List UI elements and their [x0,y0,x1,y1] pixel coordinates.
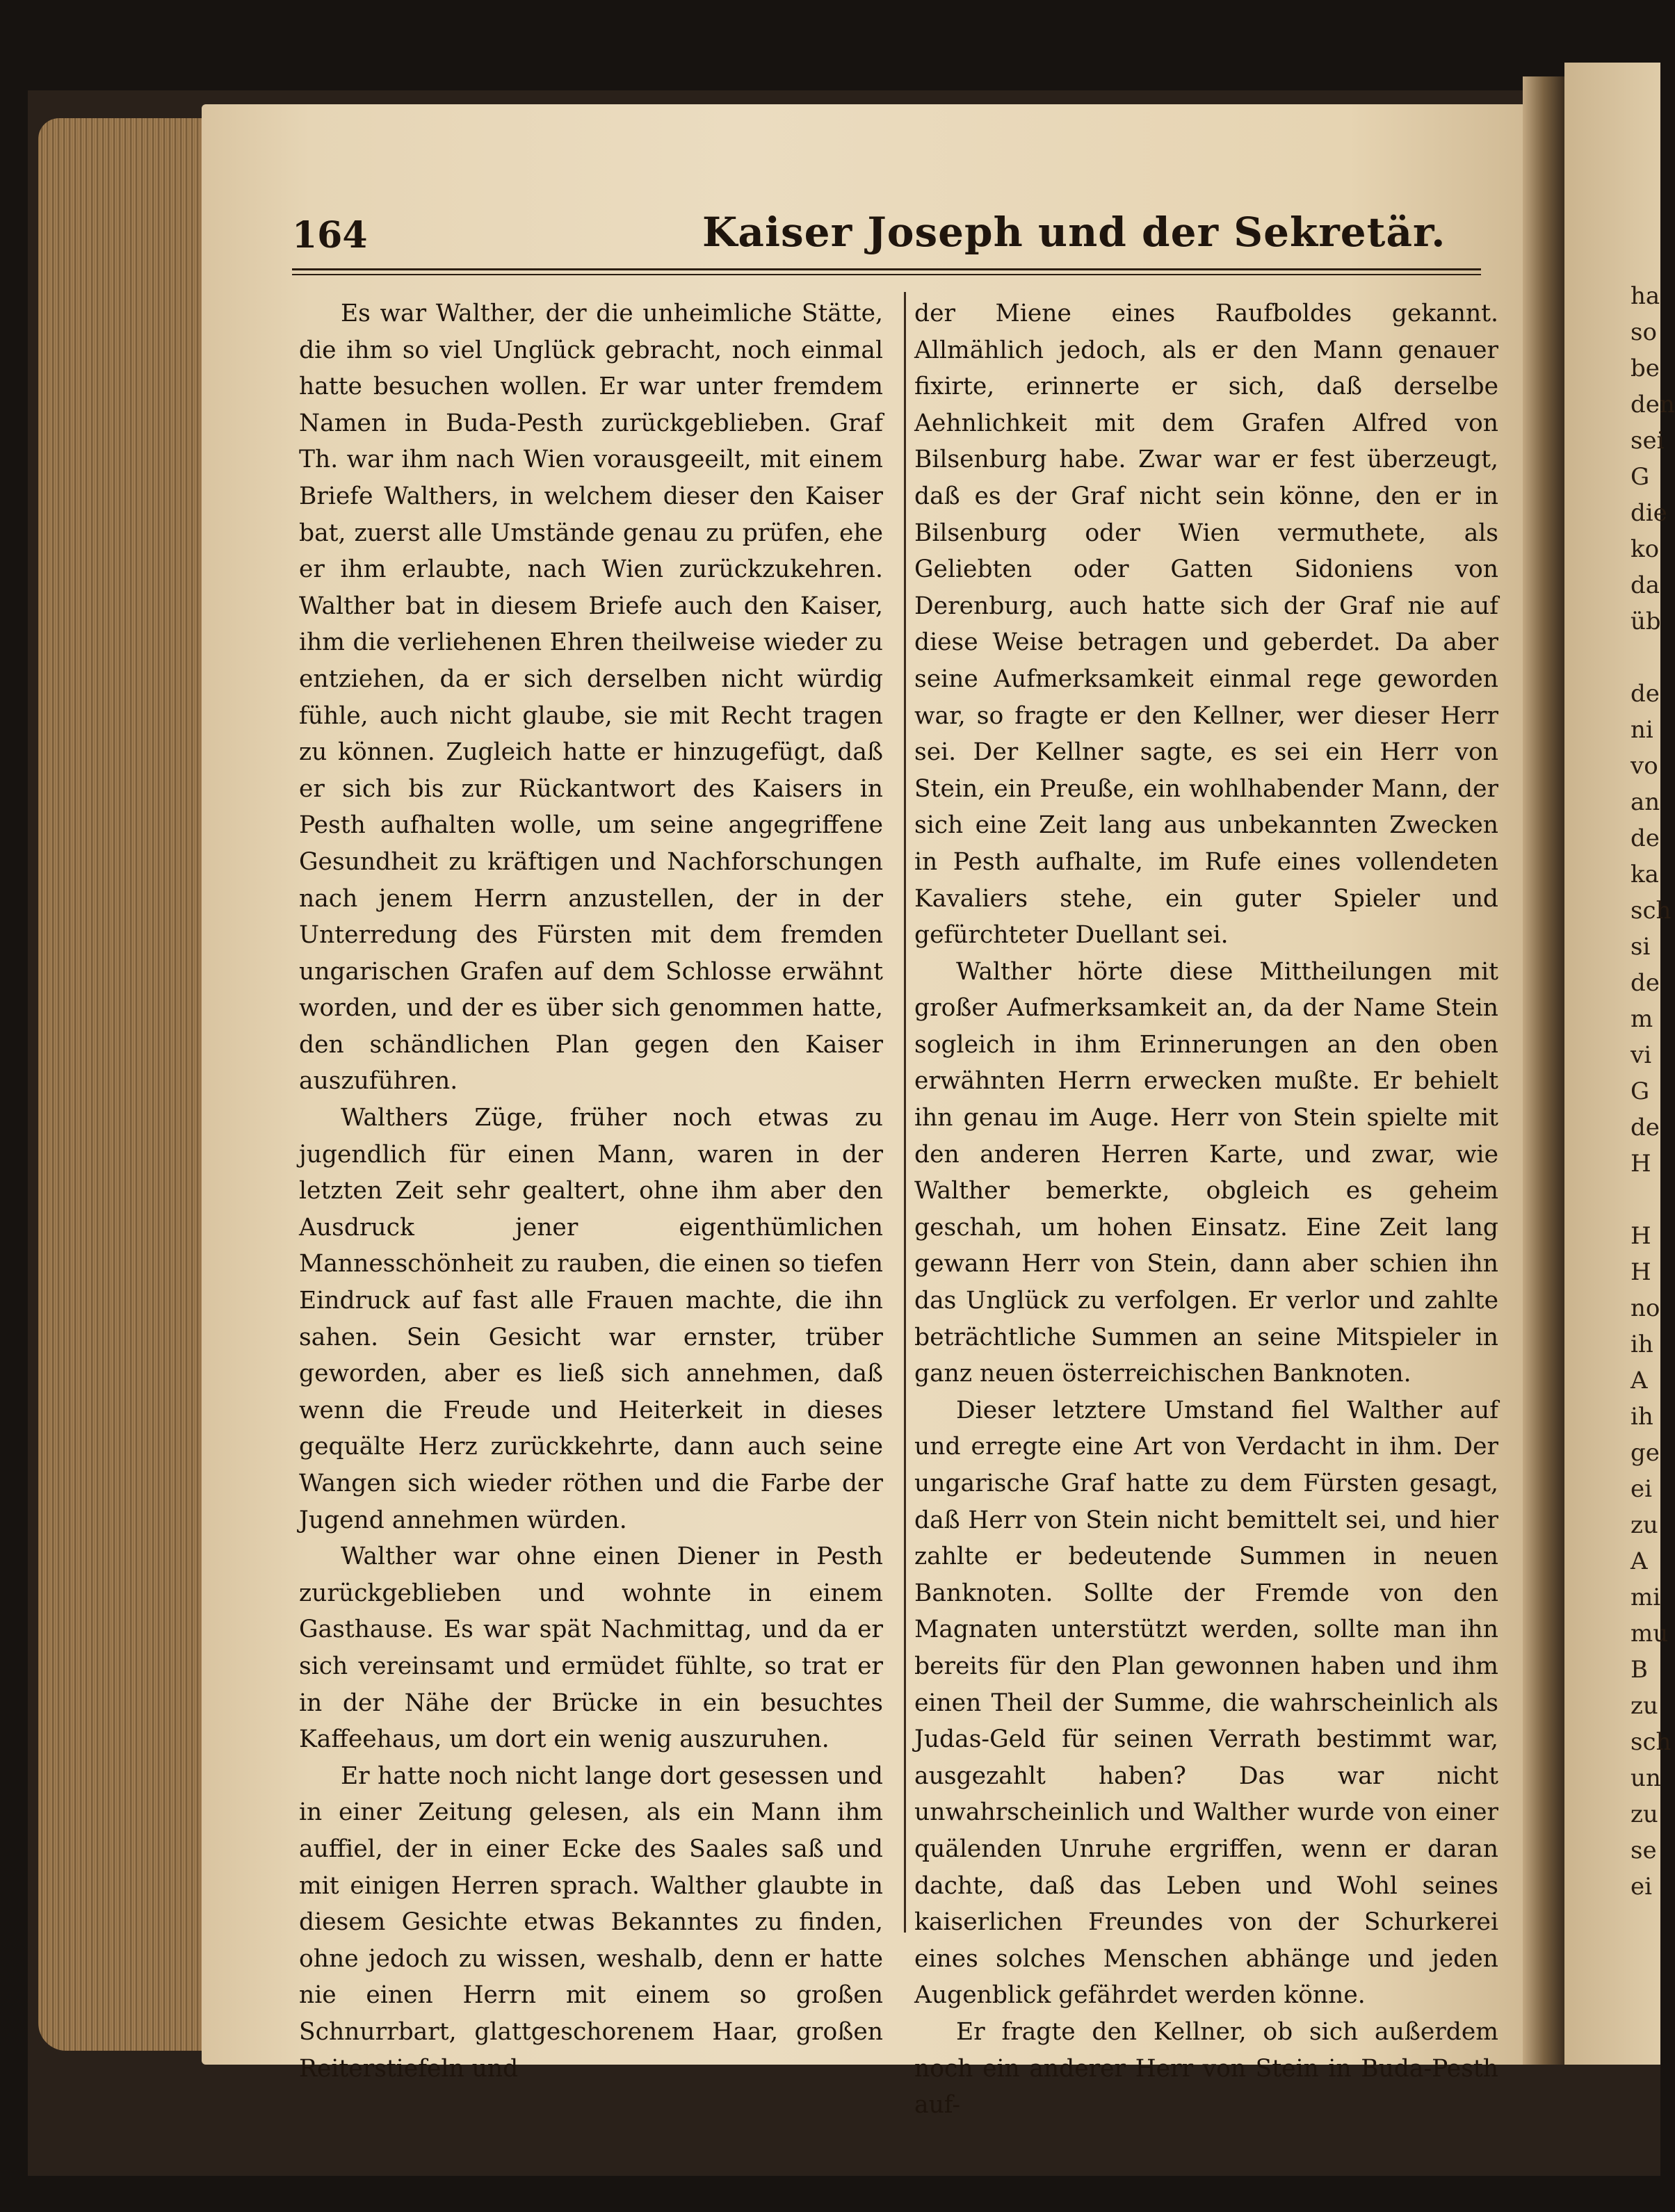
running-title: Kaiser Joseph und der Sekretär. [702,209,1446,256]
page-number: 164 [292,214,368,257]
page-header [292,209,1481,264]
paragraph: Dieser letztere Umstand fiel Walther auf und erregte eine Art von Verdacht in ihm. Der ungarische Graf hatte zu dem Fürsten gesagt, daß Herr von Stein nicht bemittelt sei, und hier zahlte er bedeutende Summen in neuen Banknoten. Sollte der Fremde von den Magnaten unterstützt werden, sollte man ihn bereits für den Plan gewonnen haben und ihm einen Theil der Summe, die wahrscheinlich als Judas-Geld für seinen Verrath bestimmt war, ausgezahlt haben? Das war nicht unwahrscheinlich und Walther wurde von einer quälenden Unruhe ergriffen, wenn er daran dachte, daß das Leben und Wohl seines kaiserlichen Freundes von der Schurkerei eines solches Menschen abhänge und jeden Augenblick gefährdet werden könne. [914,1396,1498,2010]
paragraph: Er fragte den Kellner, ob sich außerdem noch ein anderer Herr von Stein in Buda-Pesth auf- [914,2017,1498,2120]
paragraph: Er hatte noch nicht lange dort gesessen und in einer Zeitung gelesen, als ein Mann ihm auffiel, der in einer Ecke des Saales saß und mit einigen Herren sprach. Walther glaubte in diesem Gesichte etwas Bekanntes zu finden, ohne jedoch zu wissen, weshalb, denn er hatte nie einen Herrn mit einem so großen Schnurrbart, glattgeschorenem Haar, großen Reiterstiefeln und [299,1762,883,2083]
paragraph: Walthers Züge, früher noch etwas zu jugendlich für einen Mann, waren in der letzten Zeit sehr gealtert, ohne ihm aber den Ausdruck jener eigenthümlichen Mannesschönheit zu rauben, die einen so tiefen Eindruck auf fast alle Frauen machte, die ihn sahen. Sein Gesicht war ernster, trüber geworden, aber es ließ sich annehmen, daß wenn die Freude und Heiterkeit in dieses gequälte Herz zurückkehrte, dann auch seine Wangen sich wieder röthen und die Farbe der Jugend annehmen würden. [299,1104,883,1534]
page-block-edge [38,118,212,2051]
paragraph: Es war Walther, der die unheimliche Stätte, die ihm so viel Unglück gebracht, noch einmal hatte besuchen wollen. Er war unter fremdem Namen in Buda-Pesth zurückgeblieben. Graf Th. war ihm nach Wien vorausgeeilt, mit einem Briefe Walthers, in welchem dieser den Kaiser bat, zuerst alle Umstände genau zu prüfen, ehe er ihm erlaubte, nach Wien zurückzukehren. Walther bat in diesem Briefe auch den Kaiser, ihm die verliehenen Ehren theilweise wieder zu entziehen, da er sich derselben nicht würdig fühle, auch nicht glaube, sie mit Recht tragen zu können. Zugleich hatte er hinzugefügt, daß er sich bis zur Rückantwort des Kaisers in Pesth aufhalten wolle, um seine angegriffene Gesundheit zu kräftigen und Nachforschungen nach jenem Herrn anzustellen, der in der Unterredung des Fürsten mit dem fremden ungarischen Grafen auf dem Schlosse erwähnt worden, und der es über sich genommen hatte, den schändlichen Plan gegen den Kaiser auszuführen. [299,300,883,1096]
left-column [299,295,883,2087]
header-rule-bottom [292,274,1481,275]
right-column [914,295,1498,2124]
column-divider [904,292,906,1933]
right-page-fragments: ha so be den sei G die ko da üb de ni vo an de ka sch si de m vi G de H H H no ih A ih ge ei zu A mi mu B zu sch un zu se ei [1631,282,1675,1901]
paragraph: Walther hörte diese Mittheilungen mit großer Aufmerksamkeit an, da der Name Stein sogleich in ihm Erinnerungen an den oben erwähnten Herrn erwecken mußte. Er behielt ihn genau im Auge. Herr von Stein spielte mit den anderen Herren Karte, und zwar, wie Walther bemerkte, obgleich es geheim geschah, um hohen Einsatz. Eine Zeit lang gewann Herr von Stein, dann aber schien ihn das Unglück zu verfolgen. Er verlor und zahlte beträchtliche Summen an seine Mitspieler in ganz neuen österreichischen Banknoten. [914,957,1498,1388]
book-gutter [1523,76,1564,2065]
paragraph: Walther war ohne einen Diener in Pesth zurückgeblieben und wohnte in einem Gasthause. Es war spät Nachmittag, und da er sich vereinsamt und ermüdet fühlte, so trat er in der Nähe der Brücke in ein besuchtes Kaffeehaus, um dort ein wenig auszuruhen. [299,1543,883,1754]
header-rule-top [292,268,1481,270]
paragraph: der Miene eines Raufboldes gekannt. Allmählich jedoch, als er den Mann genauer fixirte, erinnerte er sich, daß derselbe Aehnlichkeit mit dem Grafen Alfred von Bilsenburg habe. Zwar war er fest überzeugt, daß es der Graf nicht sein könne, den er in Bilsenburg oder Wien vermuthete, als Geliebten oder Gatten Sidoniens von Derenburg, auch hatte sich der Graf nie auf diese Weise betragen und geberdet. Da aber seine Aufmerksamkeit einmal rege geworden war, so fragte er den Kellner, wer dieser Herr sei. Der Kellner sagte, es sei ein Herr von Stein, ein Preuße, ein wohlhabender Mann, der sich eine Zeit lang aus unbekannten Zwecken in Pesth aufhalte, im Rufe eines vollendeten Kavaliers stehe, ein guter Spieler und gefürchteter Duellant sei. [914,300,1498,950]
